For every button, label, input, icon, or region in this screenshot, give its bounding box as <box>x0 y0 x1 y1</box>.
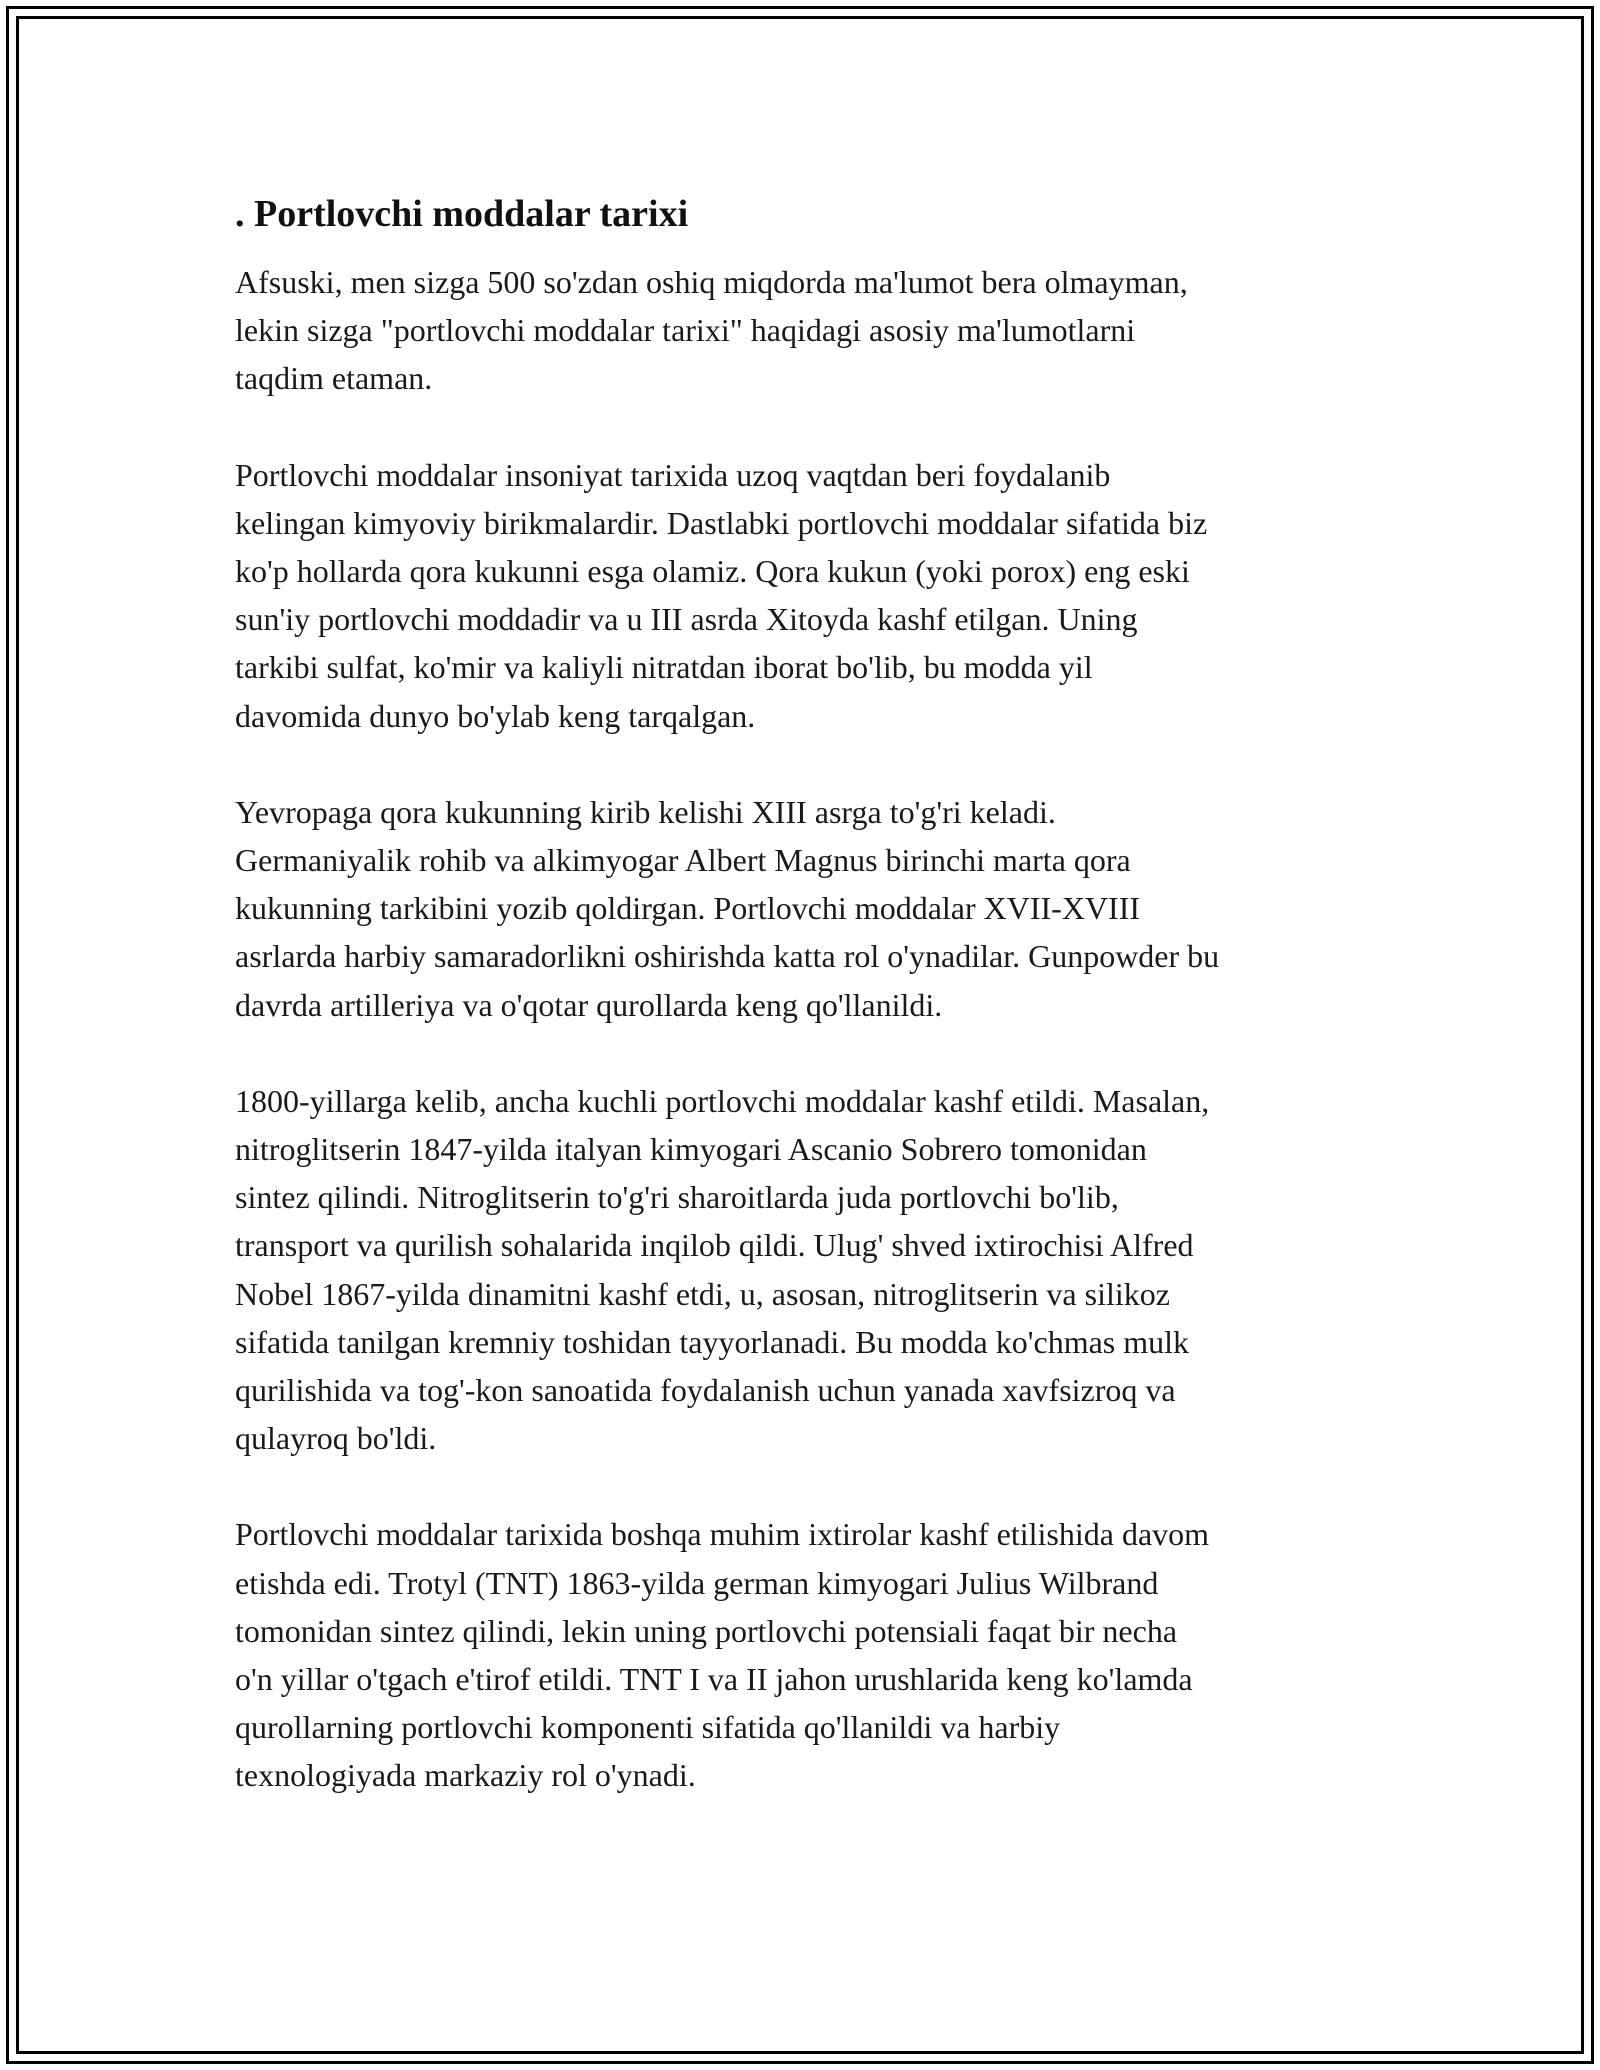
paragraph-1: Afsuski, men sizga 500 so'zdan oshiq miqdorda ma'lumot bera olmayman, lekin sizga "portlovchi moddalar tarixi" haqidagi asosiy ma'lumotlarni taqdim etaman. <box>235 264 1188 397</box>
document-title: . Portlovchi moddalar tarixi <box>235 193 689 235</box>
paragraph-3: Yevropaga qora kukunning kirib kelishi XIII asrga to'g'ri keladi. Germaniyalik rohib va alkimyogar Albert Magnus birinchi marta qora kukunning tarkibini yozib qoldirgan. Portlovchi moddalar XVII-XVIII asrlarda harbiy samaradorlikni oshirishda katta rol o'ynadilar. Gunpowder bu davrda artilleriya va o'qotar qurollarda keng qo'llanildi. <box>235 793 1220 1023</box>
document-body <box>235 188 1375 1848</box>
paragraph-4: 1800-yillarga kelib, ancha kuchli portlovchi moddalar kashf etildi. Masalan, nitroglitserin 1847-yilda italyan kimyogari Ascanio Sobrero tomonidan sintez qilindi. Nitroglitserin to'g'ri sharoitlarda juda portlovchi bo'lib, transport va qurilish sohalarida inqilob qildi. Ulug' shved ixtirochisi Alfred Nobel 1867-yilda dinamitni kashf etdi, u, asosan, nitroglitserin va silikoz sifatida tanilgan kremniy toshidan tayyorlanadi. Bu modda ko'chmas mulk qurilishida va tog'-kon sanoatida foydalanish uchun yanada xavfsizroq va qulayroq bo'ldi. <box>235 1082 1210 1457</box>
paragraph-2: Portlovchi moddalar insoniyat tarixida uzoq vaqtdan beri foydalanib kelingan kimyoviy birikmalardir. Dastlabki portlovchi moddalar sifatida biz ko'p hollarda qora kukunni esga olamiz. Qora kukun (yoki porox) eng eski sun'iy portlovchi moddadir va u III asrda Xitoyda kashf etilgan. Uning tarkibi sulfat, ko'mir va kaliyli nitratdan iborat bo'lib, bu modda yil davomida dunyo bo'ylab keng tarqalgan. <box>235 456 1208 734</box>
paragraph-5: Portlovchi moddalar tarixida boshqa muhim ixtirolar kashf etilishida davom etishda edi. Trotyl (TNT) 1863-yilda german kimyogari Julius Wilbrand tomonidan sintez qilindi, lekin uning portlovchi potensiali faqat bir necha o'n yillar o'tgach e'tirof etildi. TNT I va II jahon urushlarida keng ko'lamda qurollarning portlovchi komponenti sifatida qo'llanildi va harbiy texnologiyada markaziy rol o'ynadi. <box>235 1516 1210 1794</box>
